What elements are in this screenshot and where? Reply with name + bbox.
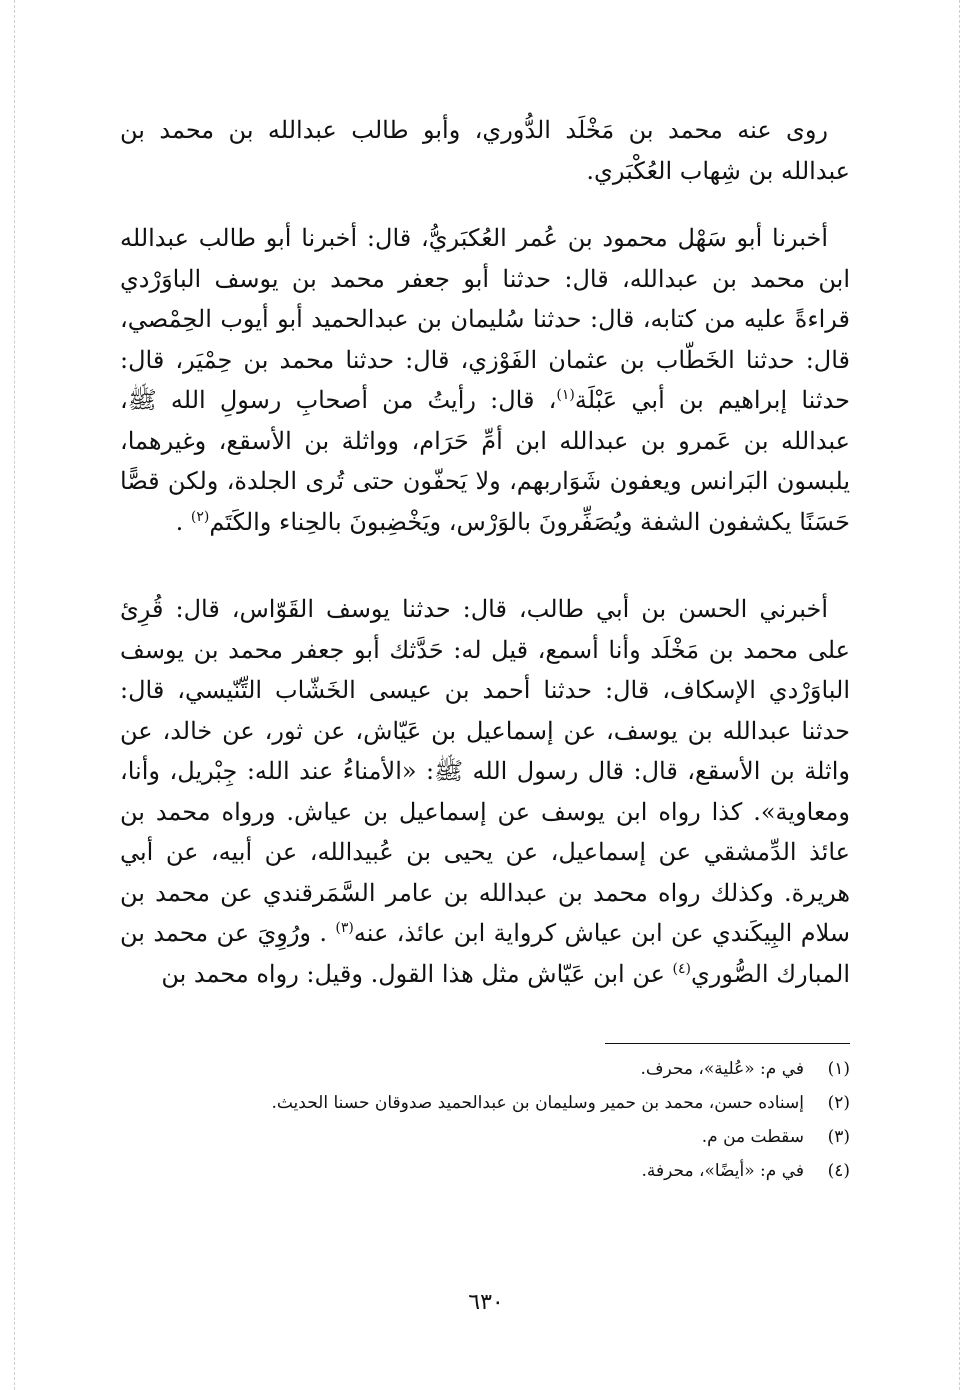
- paragraph-1: [120, 110, 850, 191]
- footnote-number: (٢): [827, 1093, 850, 1113]
- footnote-number: (١): [827, 1059, 850, 1079]
- paragraph-3: [120, 589, 850, 994]
- footnote-1: [120, 1052, 850, 1086]
- paragraph-3-part-1: أخبرني الحسن بن أبي طالب، قال: حدثنا يوسف القَوّاس، قال: قُرِئ على محمد بن مَخْلَد وأنا أسمع، قيل له: حَدَّثك أبو جعفر محمد بن يوسف الباوَرْدي الإسكاف، قال: حدثنا أحمد بن عيسى الخَشّاب التِّنّيسي، قال: حدثنا عبدالله بن يوسف، عن إسماعيل بن عَيّاش، عن ثور، عن خالد، عن واثلة بن الأسقع، قال: قال رسول الله ﷺ: «الأمناءُ عند الله: جِبْريل، وأنا، ومعاوية». كذا رواه ابن يوسف عن إسماعيل بن عياش. ورواه محمد بن عائذ الدِّمشقي عن إسماعيل، عن يحيى بن عُبيدالله، عن أبيه، عن أبي هريرة. وكذلك رواه محمد بن عبدالله بن عامر السَّمَرقندي عن محمد بن سلام البِيكَندي عن ابن عياش كرواية ابن عائذ، عنه: [120, 595, 851, 947]
- footnote-text: إسناده حسن، محمد بن حمير وسليمان بن عبدالحميد صدوقان حسنا الحديث.: [271, 1093, 804, 1113]
- paragraph-2-part-1: أخبرنا أبو سَهْل محمود بن عُمر العُكبَريُّ، قال: أخبرنا أبو طالب عبدالله ابن محمد بن عبدالله، قال: حدثنا أبو جعفر محمد بن يوسف الباوَرْدي قراءةً عليه من كتابه، قال: حدثنا سُليمان بن عبدالحميد أبو أيوب الحِمْصي، قال: حدثنا الخَطّاب بن عثمان الفَوْزي، قال: حدثنا محمد بن حِمْيَر، قال: حدثنا إبراهيم بن أبي عَبْلَة: [120, 224, 851, 414]
- paragraph-2-text: [120, 218, 850, 542]
- paragraph-2-part-3: .: [175, 507, 191, 536]
- page-number: ٦٣٠: [468, 1290, 504, 1315]
- footnote-3: [120, 1120, 850, 1154]
- scan-margin-line-left: [14, 0, 15, 1390]
- footnote-4: [120, 1154, 850, 1188]
- footnote-text: سقطت من م.: [701, 1127, 804, 1147]
- paragraph-3-part-3: عن ابن عَيّاش مثل هذا القول. وقيل: رواه محمد بن: [161, 959, 673, 988]
- paragraph-3-text: [120, 589, 850, 994]
- footnote-text: في م: «عُلية»، محرف.: [640, 1059, 804, 1079]
- paragraph-1-text: روى عنه محمد بن مَخْلَد الدُّوري، وأبو طالب عبدالله بن محمد بن عبدالله بن شِهاب العُكْبَري.: [120, 116, 850, 185]
- footnote-ref-4: (٤): [672, 960, 692, 977]
- footnote-2: [120, 1086, 850, 1120]
- footnote-separator: [605, 1043, 850, 1044]
- footnote-ref-1: (١): [556, 387, 575, 403]
- footnote-ref-2: (٢): [190, 508, 210, 525]
- footnote-number: (٤): [827, 1161, 850, 1181]
- footnote-number: (٣): [827, 1127, 850, 1147]
- paragraph-2-part-2: ، قال: رأيتُ من أصحابِ رسولِ الله ﷺ، عبدالله بن عَمرو بن عبدالله ابن أمِّ حَرَام، وواثلة بن الأسقع، وغيرهما، يلبسون البَرانس ويعفون شَوَاربهم، ولا يَحفّون حتى تُرى الجلدة، ولكن قصًّا حَسَنًا يكشفون الشفة ويُصَفِّرونَ بالوَرْس، ويَخْضِبونَ بالحِناء والكَتَم: [120, 386, 851, 536]
- scan-margin-line-right: [959, 0, 960, 1390]
- footnote-ref-3: (٣): [335, 920, 354, 936]
- paragraph-2: [120, 218, 850, 542]
- footnotes-section: [120, 1052, 850, 1188]
- paragraph-3-part-2: . ورُوِيَ عن محمد بن المبارك الصُّوري: [120, 919, 850, 988]
- footnote-text: في م: «أيضًا»، محرفة.: [641, 1161, 804, 1181]
